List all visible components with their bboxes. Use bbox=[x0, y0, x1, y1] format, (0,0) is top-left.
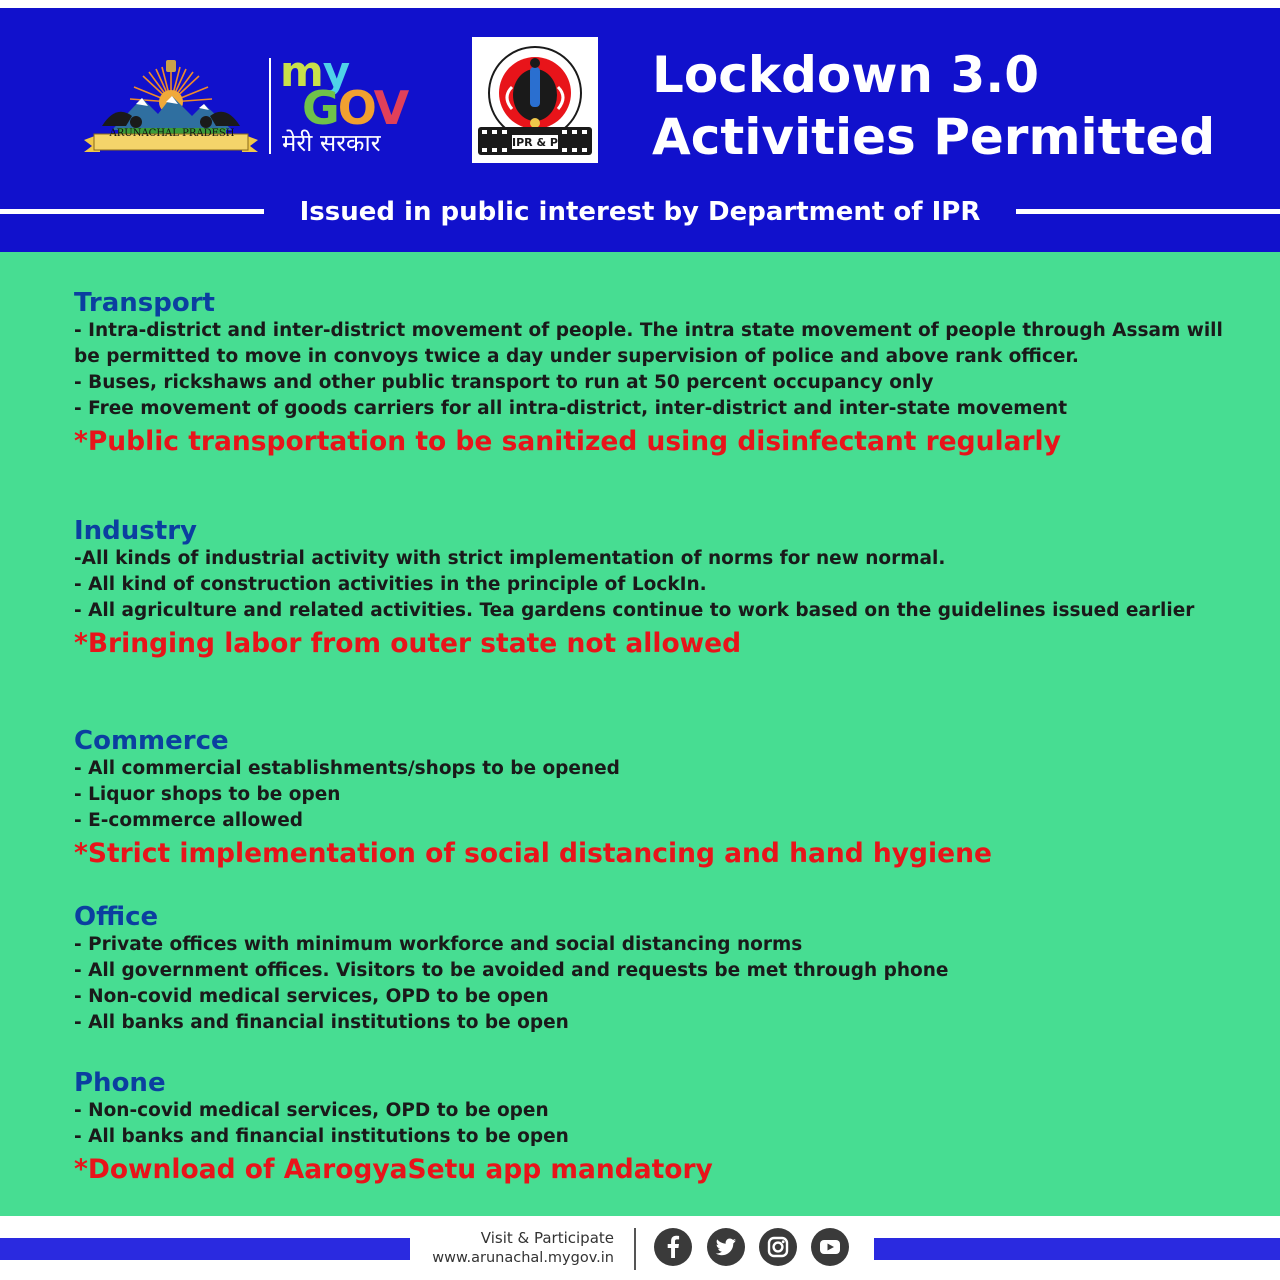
visit-text: Visit & Participate bbox=[480, 1229, 614, 1247]
section-note: *Download of AarogyaSetu app mandatory bbox=[74, 1154, 713, 1185]
youtube-icon[interactable] bbox=[811, 1228, 849, 1266]
title-line-2: Activities Permitted bbox=[652, 108, 1216, 166]
section-item: - All banks and financial institutions to be open bbox=[74, 1012, 569, 1033]
arunachal-pradesh-emblem-icon bbox=[80, 52, 262, 160]
section-item: - Non-covid medical services, OPD to be open bbox=[74, 1100, 549, 1121]
page-title bbox=[652, 44, 1262, 168]
mygov-gov-text: GOV bbox=[302, 81, 408, 135]
section-item: - All agriculture and related activities. Tea gardens continue to work based on the guidelines issued earlier bbox=[74, 600, 1195, 621]
section-item: - Private offices with minimum workforce and social distancing norms bbox=[74, 934, 803, 955]
twitter-icon[interactable] bbox=[707, 1228, 745, 1266]
issued-right-rule bbox=[1016, 209, 1280, 214]
section-item: - Liquor shops to be open bbox=[74, 784, 341, 805]
section-title: Phone bbox=[74, 1068, 166, 1098]
section-note: *Strict implementation of social distancing and hand hygiene bbox=[74, 838, 992, 869]
ipr-department-logo-icon bbox=[472, 37, 598, 163]
section-office bbox=[74, 902, 1224, 1036]
section-item: - All government offices. Visitors to be avoided and requests be met through phone bbox=[74, 960, 949, 981]
section-transport bbox=[74, 288, 1224, 460]
facebook-icon[interactable] bbox=[654, 1228, 692, 1266]
section-note: *Public transportation to be sanitized using disinfectant regularly bbox=[74, 426, 1061, 457]
section-item: - Intra-district and inter-district movement of people. The intra state movement of people through Assam will be permitted to move in convoys twice a day under supervision of police and above rank officer. bbox=[74, 320, 1223, 367]
section-item: - Free movement of goods carriers for all intra-district, inter-district and inter-state movement bbox=[74, 398, 1068, 419]
header-divider bbox=[269, 58, 271, 154]
section-item: - Buses, rickshaws and other public transport to run at 50 percent occupancy only bbox=[74, 372, 934, 393]
footer bbox=[0, 1216, 1280, 1280]
footer-right-bar bbox=[874, 1238, 1280, 1260]
section-item: - Non-covid medical services, OPD to be open bbox=[74, 986, 549, 1007]
section-item: -All kinds of industrial activity with strict implementation of norms for new normal. bbox=[74, 548, 946, 569]
section-item: - All commercial establishments/shops to be opened bbox=[74, 758, 620, 779]
header-banner bbox=[0, 0, 1280, 252]
website-link[interactable]: www.arunachal.mygov.in bbox=[432, 1250, 614, 1266]
section-title: Commerce bbox=[74, 726, 229, 756]
section-item: - All banks and financial institutions to be open bbox=[74, 1126, 569, 1147]
section-title: Industry bbox=[74, 516, 197, 546]
title-line-1: Lockdown 3.0 bbox=[652, 46, 1040, 104]
issued-left-rule bbox=[0, 209, 264, 214]
section-phone bbox=[74, 1068, 1224, 1188]
activities-content bbox=[0, 252, 1280, 1216]
section-note: *Bringing labor from outer state not allowed bbox=[74, 628, 742, 659]
section-item: - E-commerce allowed bbox=[74, 810, 304, 831]
issued-by-text: Issued in public interest by Department of IPR bbox=[299, 197, 981, 227]
mygov-logo bbox=[280, 47, 420, 162]
section-item: - All kind of construction activities in the principle of LockIn. bbox=[74, 574, 707, 595]
issued-row bbox=[0, 192, 1280, 232]
mygov-my-text: my bbox=[280, 47, 350, 96]
section-title: Office bbox=[74, 902, 159, 932]
header-top-line bbox=[0, 0, 1280, 8]
visit-block bbox=[418, 1228, 614, 1268]
footer-left-bar bbox=[0, 1238, 410, 1260]
header-top-line-inner bbox=[0, 8, 1280, 12]
section-industry bbox=[74, 516, 1224, 662]
section-commerce bbox=[74, 726, 1224, 872]
svg-text:IPR & P: IPR & P bbox=[512, 136, 558, 149]
instagram-icon[interactable] bbox=[759, 1228, 797, 1266]
mygov-hindi-text: मेरी सरकार bbox=[282, 129, 381, 157]
footer-divider bbox=[634, 1228, 636, 1270]
emblem-label: ARUNACHAL PRADESH bbox=[109, 128, 235, 139]
section-title: Transport bbox=[74, 288, 215, 318]
